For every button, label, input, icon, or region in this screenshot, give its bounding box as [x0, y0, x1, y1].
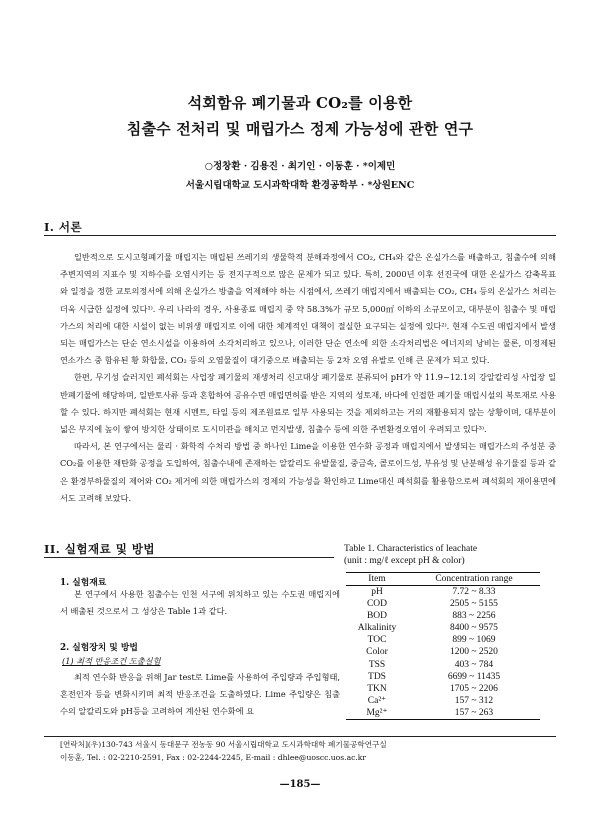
table-row [346, 622, 540, 634]
table-cell-range: 1705 ~ 2206 [450, 683, 498, 694]
footnote-rule [44, 736, 556, 737]
table-cell-range: 403 ~ 784 [454, 659, 494, 670]
table-cell-range: 7.72 ~ 8.33 [452, 587, 496, 597]
section-1-rule [44, 235, 556, 236]
title-line-1: 석회함유 폐기물과 CO₂를 이용한 [187, 94, 413, 112]
table-cell-range: 1200 ~ 2520 [450, 647, 498, 658]
footnote-contact-info: 이동훈, Tel. : 02-2210-2591, Fax : 02-2244-2245, E-mail : dhlee@uoscc.uos.ac.kr [60, 753, 366, 762]
table-row [346, 695, 540, 707]
table-row [346, 586, 540, 599]
table-cell-item: Mg²⁺ [346, 707, 408, 720]
page-number: —185— [279, 779, 321, 790]
table-1-caption [344, 543, 564, 567]
table-row [346, 646, 540, 658]
table-cell-item: Alkalinity [357, 623, 397, 634]
table-cell-range: 899 ~ 1069 [452, 635, 496, 646]
table-cell-range: 8400 ~ 9575 [450, 623, 498, 634]
table-row [346, 671, 540, 683]
table-row [346, 610, 540, 622]
table-cell-item: TDS [368, 671, 386, 682]
authors: ○정창환 · 김용진 · 최기인 · 이동훈 · *이제민 [204, 161, 396, 172]
paragraph-optimal: 최적 연수화 반응을 위해 Jar test로 Lime를 사용하여 주입량과 주입형태, 혼전인자 등을 변화시키며 최적 반응조건을 도출하였다. Lime 주입량은 침출수의 알칼리도와 pH등을 고려하여 계산된 연수화에 요 [60, 672, 340, 717]
paragraph-intro-1: 일반적으로 도시고형폐기물 매립지는 매립된 쓰레기의 생물학적 분해과정에서 CO₂, CH₄와 같은 온실가스를 배출하고, 침출수에 의해 주변지역의 지표수 및 지하수를 오염시키는 등 전지구적으로 많은 문제가 되고 있다. 특히, 2000년 이후 선진국에 대한 온실가스 감축목표와 일정을 정한 교토의정서에 의해 온실가스 방출을 억제해야 하는 시점에서, 쓰레기 매립지에서 배출되는 CO₂, CH₄ 등의 온실가스 처리는 더욱 시급한 실정에 있다¹⁾. 우리 나라의 경우, 사용종료 매립지 중 약 58.3%가 규모 5,000㎡ 이하의 소규모이고, 대부분이 침출수 및 매립가스의 처리에 대한 시설이 없는 비위생 매립지로 이에 대한 체계적인 대책이 절실한 요구되는 실정에 있다²⁾. 현재 수도권 매립지에서 발생되는 매립가스는 단순 연소시설을 이용하여 소각처리하고 있으나, 이러한 단순 연소에 의한 소각처리법은 에너지의 낭비는 물론, 미정제된 연소가스 중 함유된 황 화합물, CO₂ 등의 오염물질이 대기중으로 배출되는 등 2차 오염 유발로 인해 큰 문제가 되고 있다. [60, 252, 556, 366]
title-line-2: 침출수 전처리 및 매립가스 정제 가능성에 관한 연구 [126, 120, 474, 138]
subsection-materials-heading: 1. 실험재료 [60, 578, 107, 588]
footnote-contact-address: [연락처](우)130-743 서울시 동대문구 전농동 90 서울시립대학교 도시과학대학 폐기물공학연구실 [60, 740, 387, 749]
table-header-row [346, 573, 540, 586]
table-cell-item: TKN [367, 683, 387, 694]
section-2-rule [44, 557, 334, 558]
table-row [346, 707, 540, 720]
table-row [346, 634, 540, 646]
table-1 [346, 572, 540, 720]
subsubsection-optimal-heading: (1) 최적 반응조건 도출실험 [62, 656, 161, 666]
footnote [60, 738, 556, 764]
table-cell-item: BOD [366, 611, 388, 622]
section-1-heading: I. 서론 [44, 220, 83, 234]
table-cell-item: COD [366, 599, 388, 610]
subsubsection-optimal-body [60, 669, 340, 721]
table-row [346, 598, 540, 610]
table-row [346, 683, 540, 695]
paragraph-intro-3: 따라서, 본 연구에서는 물리 · 화학적 수처리 방법 중 하나인 Lime을 이용한 연수화 공정과 매립지에서 발생되는 매립가스의 주성분 중 CO₂를 이용한 재탄화 공정을 도입하여, 침출수내에 존재하는 알칼리도 유발물질, 중금속, 콜로이드성, 부유성 및 난분해성 유기물질 등과 같은 환경부하물질의 제어와 CO₂ 제거에 의한 매립가스의 정제의 가능성을 확인하고 Lime대신 폐석회를 활용함으로써 폐석회의 재이용면에서도 고려해 보았다. [60, 441, 556, 503]
section-2-heading: II. 실험재료 및 방법 [44, 542, 156, 556]
table-cell-item: Color [366, 647, 388, 658]
table-cell-item: Ca²⁺ [367, 695, 387, 706]
table-cell-range: 2505 ~ 5155 [450, 599, 498, 610]
table-cell-item: TSS [368, 659, 386, 670]
table-cell-range: 883 ~ 2256 [452, 611, 496, 622]
table-cell-item: pH [371, 587, 383, 597]
table-cell-range: 157 ~ 312 [454, 695, 494, 706]
table-cell-range: 157 ~ 263 [408, 707, 540, 720]
table-cell-range: 6699 ~ 11435 [447, 671, 501, 682]
table-1-caption-unit: (unit : mg/ℓ except pH & color) [344, 556, 465, 566]
table-header-range: Concentration range [408, 573, 540, 586]
table-1-caption-title: Table 1. Characteristics of leachate [344, 544, 478, 554]
table-cell-item: TOC [367, 635, 387, 646]
section-1-body [60, 249, 556, 507]
paragraph-intro-2: 한편, 무기성 슬러지인 폐석회는 사업장 폐기물의 재생처리 신고대상 폐기물로 분류되어 pH가 약 11.9~12.1의 강알칼리성 사업장 일반폐기물에 해당하며, 일반토사류 등과 혼합하여 공유수면 매립면허를 받은 지역의 성토재, 바다에 인접한 폐기물 매립시설의 복토재로 사용할 수 있다. 하지만 폐석회는 현재 시멘트, 타일 등의 제조원료로 일부 사용되는 것을 제외하고는 거의 재활용되지 않는 상황이며, 대부분이 넓은 부지에 높이 쌓여 방치한 상태이로 도시미관을 해치고 먼지발생, 침출수 등에 의한 주변환경오염이 우려되고 있다³⁾. [60, 372, 556, 435]
leachate-table [346, 572, 540, 720]
subsection-apparatus-heading: 2. 실험장치 및 방법 [60, 643, 138, 653]
subsection-materials-body [60, 586, 340, 620]
table-row [346, 659, 540, 671]
paragraph-materials: 본 연구에서 사용한 침출수는 인천 서구에 위치하고 있는 수도권 매립지에서 배출된 것으로서 그 성상은 Table 1과 같다. [60, 589, 340, 617]
table-header-item: Item [346, 573, 408, 586]
affiliations: 서울시립대학교 도시과학대학 환경공학부 · *상원ENC [185, 180, 415, 191]
